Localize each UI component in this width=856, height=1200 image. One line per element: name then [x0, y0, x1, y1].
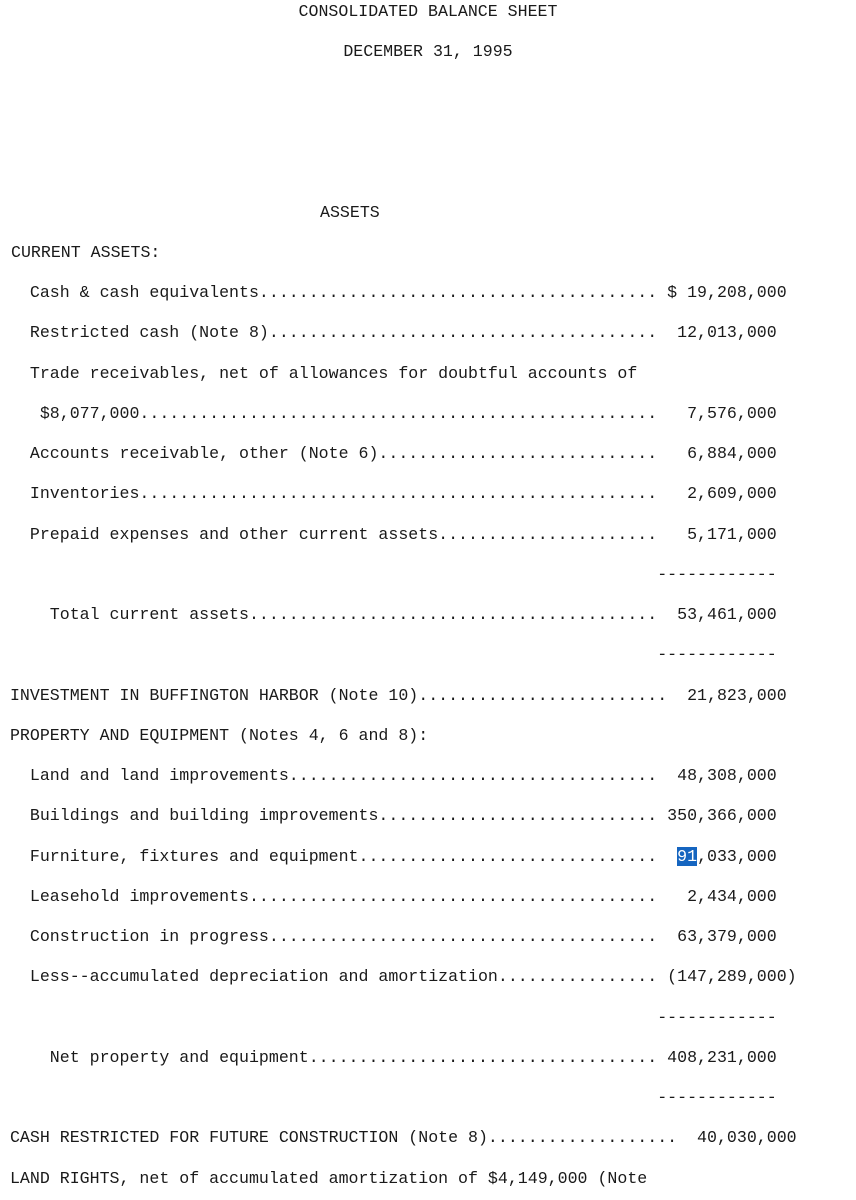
selected-text-highlight[interactable]: 91 — [677, 847, 698, 866]
row-land-rights: LAND RIGHTS, net of accumulated amortization of $4,149,000 (Note — [0, 1169, 648, 1188]
rule-1: ------------ — [0, 565, 777, 584]
row-accounts-receivable: Accounts receivable, other (Note 6)............................ 6,884,000 — [0, 444, 777, 463]
row-buildings: Buildings and building improvements............................ 350,366,000 — [0, 806, 777, 825]
row-trade-receivables-2: $8,077,000.................................................... 7,576,000 — [0, 404, 777, 423]
row-restricted-cash: Restricted cash (Note 8)....................................... 12,013,000 — [0, 323, 777, 342]
rule-4: ------------ — [0, 1088, 777, 1107]
title: CONSOLIDATED BALANCE SHEET — [298, 2, 558, 21]
row-net-ppe: Net property and equipment................................... 408,231,000 — [0, 1048, 777, 1067]
row-trade-receivables-1: Trade receivables, net of allowances for doubtful accounts of — [0, 364, 638, 383]
rule-3: ------------ — [0, 1008, 777, 1027]
row-construction: Construction in progress....................................... 63,379,000 — [0, 927, 777, 946]
row-furniture — [0, 847, 777, 867]
row-total-current: Total current assets......................................... 53,461,000 — [0, 605, 777, 624]
date: DECEMBER 31, 1995 — [343, 42, 513, 61]
row-inventories: Inventories.................................................... 2,609,000 — [0, 484, 777, 503]
row-furniture-value-rest: ,033,000 — [697, 847, 777, 866]
row-prepaid: Prepaid expenses and other current assets...................... 5,171,000 — [0, 525, 777, 544]
row-cash-restricted-future: CASH RESTRICTED FOR FUTURE CONSTRUCTION (Note 8)................... 40,030,000 — [0, 1128, 797, 1147]
ppe-header: PROPERTY AND EQUIPMENT (Notes 4, 6 and 8): — [0, 726, 429, 745]
rule-2: ------------ — [0, 645, 777, 664]
row-furniture-label: Furniture, fixtures and equipment.............................. — [0, 847, 678, 866]
row-cash: Cash & cash equivalents........................................ $ 19,208,000 — [0, 283, 787, 302]
section-heading-assets: ASSETS — [320, 203, 380, 222]
row-leasehold: Leasehold improvements......................................... 2,434,000 — [0, 887, 777, 906]
current-assets-header: CURRENT ASSETS: — [11, 243, 161, 262]
row-investment: INVESTMENT IN BUFFINGTON HARBOR (Note 10)......................... 21,823,000 — [0, 686, 787, 705]
row-depreciation: Less--accumulated depreciation and amortization................ (147,289,000) — [0, 967, 797, 986]
row-land: Land and land improvements..................................... 48,308,000 — [0, 766, 777, 785]
